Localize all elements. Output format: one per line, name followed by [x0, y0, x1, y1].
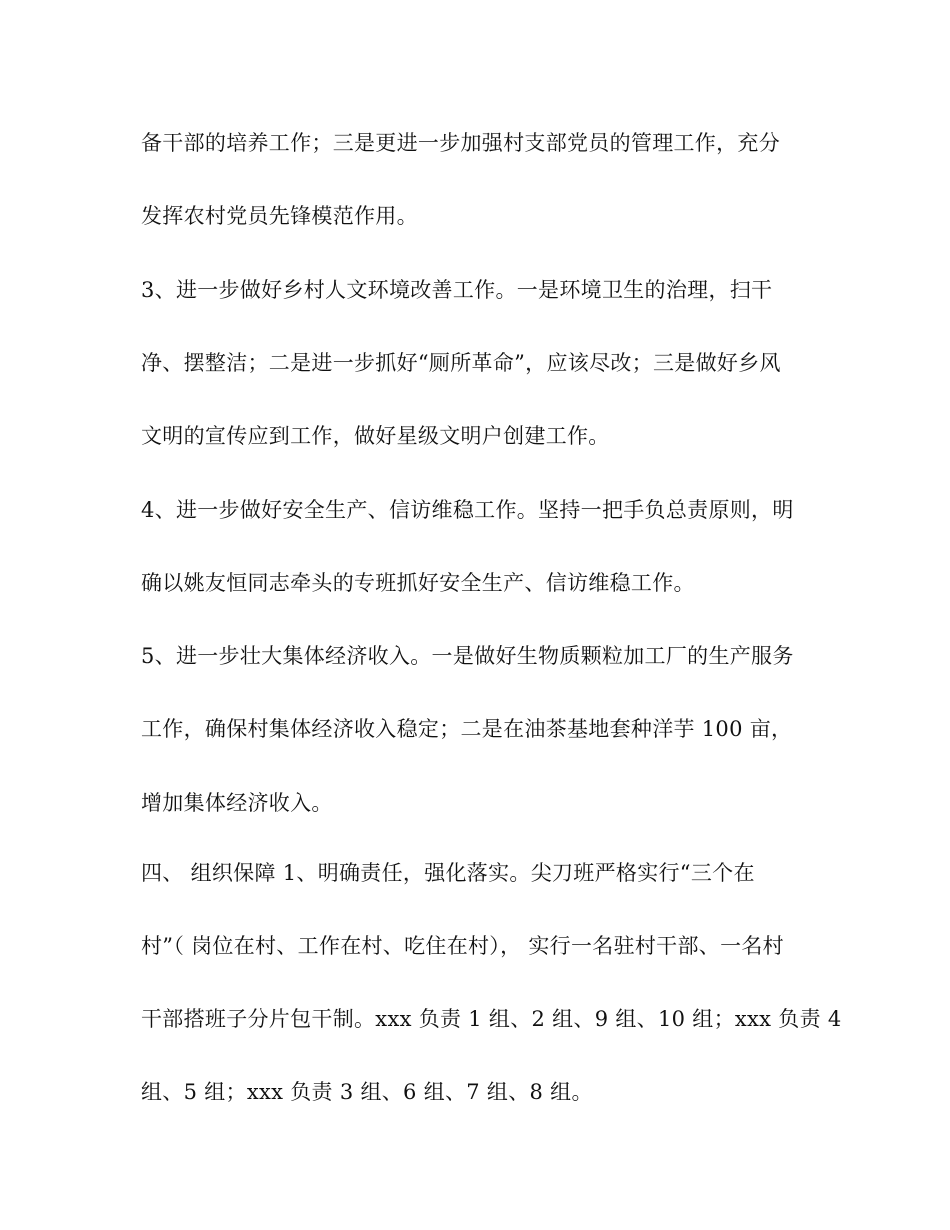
text-line: 净、摆整洁；二是进一步抓好“厕所革命”，应该尽改；三是做好乡风 — [141, 351, 781, 375]
text-line: 四、 组织保障 1、明确责任，强化落实。尖刀班严格实行“三个在 — [141, 861, 755, 885]
text-line: 工作，确保村集体经济收入稳定；二是在油茶基地套种洋芋 100 亩， — [141, 717, 793, 741]
text-line: 5、进一步壮大集体经济收入。一是做好生物质颗粒加工厂的生产服务 — [141, 644, 794, 668]
text-line: 3、进一步做好乡村人文环境改善工作。一是环境卫生的治理，扫干 — [141, 278, 773, 302]
text-line: 发挥农村党员先锋模范作用。 — [141, 204, 418, 228]
text-line: 文明的宣传应到工作，做好星级文明户创建工作。 — [141, 424, 610, 448]
text-line: 增加集体经济收入。 — [141, 791, 333, 815]
text-line: 确以姚友恒同志牵头的专班抓好安全生产、信访维稳工作。 — [141, 571, 695, 595]
text-line: 村”（ 岗位在村、工作在村、吃住在村）， 实行一名驻村干部、一名村 — [141, 934, 784, 958]
text-line: 干部搭班子分片包干制。xxx 负责 1 组、2 组、9 组、10 组；xxx 负责 4 — [141, 1007, 842, 1031]
text-line: 4、进一步做好安全生产、信访维稳工作。坚持一把手负总责原则，明 — [141, 498, 794, 522]
text-line: 组、5 组；xxx 负责 3 组、6 组、7 组、8 组。 — [141, 1080, 593, 1104]
text-line: 备干部的培养工作；三是更进一步加强村支部党员的管理工作，充分 — [141, 131, 780, 155]
